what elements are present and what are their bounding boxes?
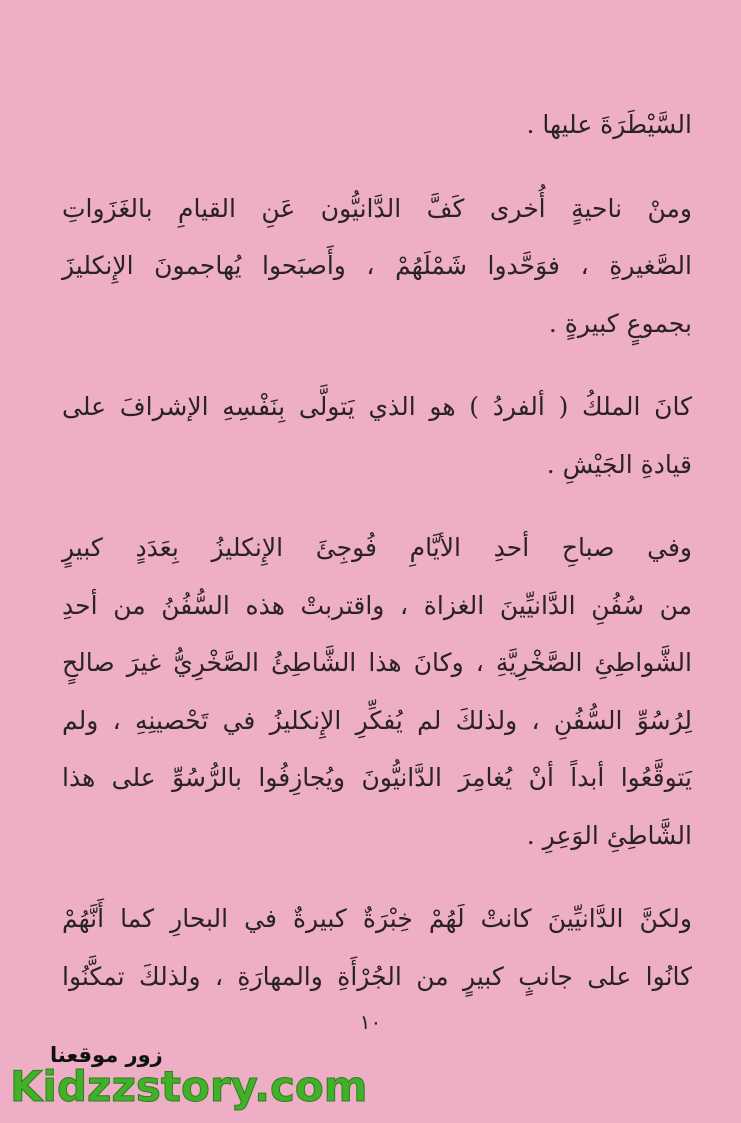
text-line: يَتوقَّعُوا أبداً أنْ يُغامِرَ الدَّانيُّونَ ويُجازِفُوا بالرُّسُوِّ على هذا xyxy=(62,763,692,792)
paragraph-3 xyxy=(62,378,692,493)
paragraph-5 xyxy=(62,890,692,1005)
text-line: ولكنَّ الدَّانيِّينَ كانتْ لَهُمْ خِبْرَةٌ كبيرةٌ في البحارِ كما أَنَّهُمْ xyxy=(62,904,692,933)
text-line: السَّيْطَرَةَ عليها . xyxy=(526,110,692,139)
paragraph-4 xyxy=(62,519,692,864)
page-number: ١٠ xyxy=(359,1010,382,1034)
text-line: الصَّغيرةِ ، فوَحَّدوا شَمْلَهُمْ ، وأَصبَحوا يُهاجمونَ الإِنكليزَ xyxy=(62,251,692,280)
text-line: الشَّاطِئِ الوَعِرِ . xyxy=(526,820,692,850)
text-line: لِرُسُوِّ السُّفُنِ ، ولذلكَ لم يُفكِّرِ الإِنكليزُ في تَحْصينِهِ ، ولم xyxy=(62,705,692,735)
text-line: كانُوا على جانبٍ كبيرٍ من الجُرْأَةِ والمهارَةِ ، ولذلكَ تمكَّنُوا xyxy=(62,961,692,991)
text-line: قيادةِ الجَيْشِ . xyxy=(546,449,692,479)
text-line: الشَّواطِئِ الصَّخْرِيَّةِ ، وكانَ هذا الشَّاطِئُ الصَّخْرِيُّ غيرَ صالحٍ xyxy=(62,648,692,677)
text-line: ومنْ ناحيةٍ أُخرى كَفَّ الدَّانيُّون عَنِ القيامِ بالغَزَواتِ xyxy=(62,193,692,223)
watermark-arabic-text: زور موقعنا xyxy=(50,1043,163,1067)
text-line: بجموعٍ كبيرةٍ . xyxy=(548,308,692,338)
text-line: من سُفُنِ الدَّانيِّينَ الغزاة ، واقتربتْ هذه السُّفُنُ من أحدِ xyxy=(62,590,692,620)
text-line: كانَ الملكُ ( ألفردُ ) هو الذي يَتولَّى بِنَفْسِهِ الإشرافَ على xyxy=(62,392,692,421)
text-line: وفي صباحِ أحدِ الأيَّامِ فُوجِئَ الإِنكليزُ بِعَدَدٍ كبيرٍ xyxy=(62,533,692,562)
paragraph-2 xyxy=(62,180,692,353)
watermark-site-logo: Kidzzstory.com xyxy=(10,1062,368,1111)
paragraph-1 xyxy=(62,96,692,154)
page-text xyxy=(62,96,692,1005)
